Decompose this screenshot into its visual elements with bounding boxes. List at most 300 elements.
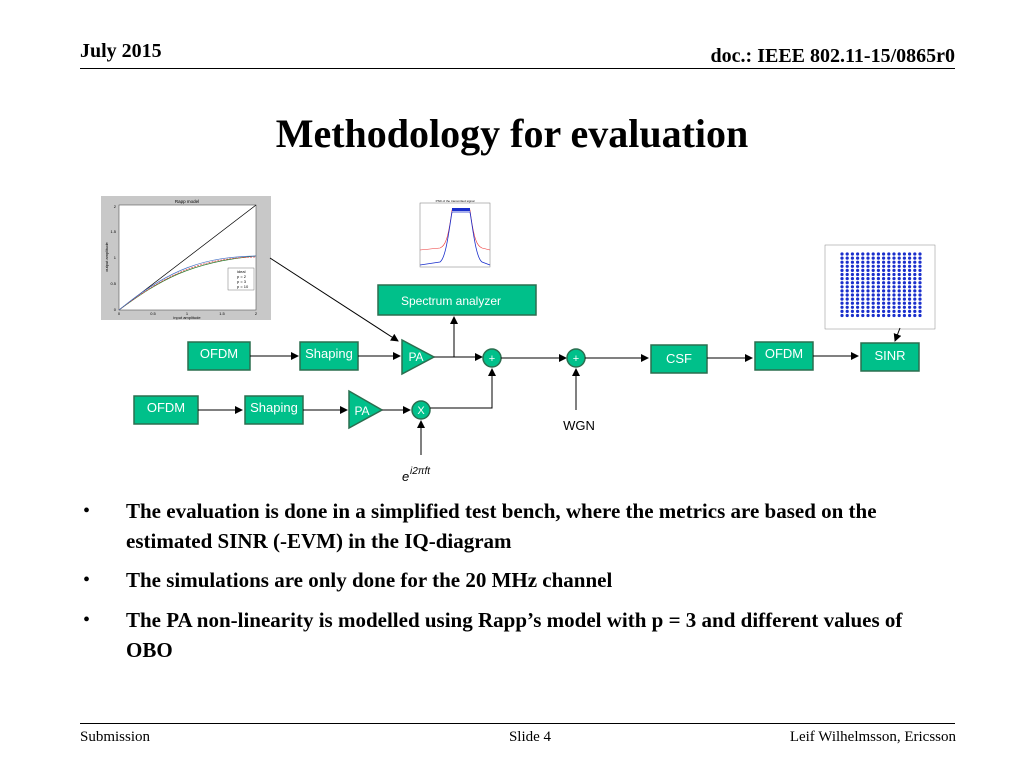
constellation-point [866, 298, 869, 301]
carrier-label: e [402, 469, 410, 484]
csf-label: CSF [666, 351, 692, 366]
footer-submission: Submission [80, 729, 151, 745]
constellation-point [903, 314, 906, 317]
constellation-point [898, 261, 901, 264]
constellation-point [892, 298, 895, 301]
constellation-point [846, 273, 849, 276]
constellation-point [851, 289, 854, 292]
constellation-point [913, 285, 916, 288]
constellation-point [846, 314, 849, 317]
constellation-point [882, 269, 885, 272]
constellation-point [908, 310, 911, 313]
constellation-point [903, 281, 906, 284]
constellation-point [913, 302, 916, 305]
constellation-point [913, 257, 916, 260]
constellation-point [898, 302, 901, 305]
constellation-point [903, 269, 906, 272]
constellation-point [882, 252, 885, 255]
footer-author: Leif Wilhelmsson, Ericsson [789, 729, 956, 745]
constellation-point [882, 302, 885, 305]
constellation-point [861, 265, 864, 268]
constellation-point [913, 298, 916, 301]
constellation-point [887, 285, 890, 288]
constellation-point [877, 257, 880, 260]
constellation-point [903, 310, 906, 313]
footer-divider [80, 723, 955, 724]
rapp-legend-2: p = 3 [237, 279, 247, 284]
constellation-point [908, 306, 911, 309]
constellation-point [887, 293, 890, 296]
constellation-point [918, 273, 921, 276]
carrier-exponent: i2πft [410, 466, 431, 477]
constellation-point [866, 285, 869, 288]
constellation-point [866, 314, 869, 317]
constellation-point [856, 277, 859, 280]
rapp-ytick-4: 2 [113, 204, 116, 209]
constellation-point [898, 269, 901, 272]
spectrum-plot-title: PSD of the transmitted signal [435, 199, 475, 203]
rapp-xtick-3: 1.5 [219, 311, 225, 316]
constellation-point [840, 281, 843, 284]
constellation-point [898, 293, 901, 296]
constellation-point [840, 273, 843, 276]
constellation-point [892, 265, 895, 268]
constellation-point [861, 252, 864, 255]
wgn-label: WGN [563, 418, 595, 433]
constellation-point [908, 298, 911, 301]
constellation-point [903, 306, 906, 309]
constellation-point [887, 261, 890, 264]
spectrum-analyzer-label: Spectrum analyzer [400, 294, 502, 308]
constellation-point [877, 306, 880, 309]
constellation-point [872, 257, 875, 260]
constellation-point [866, 269, 869, 272]
constellation-point [861, 261, 864, 264]
constellation-point [877, 302, 880, 305]
constellation-point [898, 277, 901, 280]
ofdm-top-label: OFDM [199, 346, 239, 361]
constellation-point [877, 314, 880, 317]
constellation-point [913, 269, 916, 272]
constellation-point [840, 277, 843, 280]
header-doc-id: doc.: IEEE 802.11-15/0865r0 [710, 45, 955, 67]
constellation-point [882, 257, 885, 260]
constellation-point [887, 265, 890, 268]
constellation-point [861, 281, 864, 284]
constellation-point [840, 285, 843, 288]
constellation-point [877, 281, 880, 284]
constellation-point [892, 273, 895, 276]
constellation-point [903, 265, 906, 268]
constellation-point [861, 273, 864, 276]
bullet-mark-2: • [83, 569, 91, 591]
constellation-point [851, 285, 854, 288]
constellation-point [892, 289, 895, 292]
constellation-point [851, 302, 854, 305]
constellation-point [887, 289, 890, 292]
constellation-point [882, 293, 885, 296]
constellation-point [892, 257, 895, 260]
constellation-point [908, 265, 911, 268]
constellation-point [898, 289, 901, 292]
rapp-xtick-4: 2 [254, 311, 258, 316]
constellation-point [861, 277, 864, 280]
rapp-model-plot [101, 196, 271, 320]
constellation-point [872, 306, 875, 309]
constellation-point [908, 293, 911, 296]
constellation-point [872, 265, 875, 268]
constellation-point [903, 277, 906, 280]
constellation-point [918, 289, 921, 292]
constellation-point [872, 293, 875, 296]
constellation-point [866, 289, 869, 292]
constellation-point [856, 298, 859, 301]
rapp-xtick-0: 0 [117, 311, 121, 316]
constellation-point [872, 273, 875, 276]
header-date: July 2015 [80, 40, 162, 62]
constellation-point [846, 257, 849, 260]
constellation-point [898, 257, 901, 260]
constellation-point [840, 306, 843, 309]
constellation-point [892, 314, 895, 317]
constellation-point [898, 252, 901, 255]
constellation-point [913, 293, 916, 296]
constellation-point [918, 265, 921, 268]
constellation-point [840, 261, 843, 264]
constellation-point [898, 306, 901, 309]
constellation-point [846, 306, 849, 309]
constellation-point [851, 252, 854, 255]
constellation-point [856, 261, 859, 264]
constellation-point [882, 273, 885, 276]
constellation-point [908, 314, 911, 317]
constellation-point [846, 261, 849, 264]
constellation-point [892, 302, 895, 305]
constellation-point [918, 310, 921, 313]
constellation-point [903, 298, 906, 301]
constellation-point [908, 285, 911, 288]
constellation-point [877, 261, 880, 264]
rapp-xtick-1: 0.5 [150, 311, 156, 316]
constellation-point [856, 269, 859, 272]
constellation-point [882, 306, 885, 309]
constellation-point [882, 298, 885, 301]
constellation-point [918, 285, 921, 288]
constellation-point [887, 314, 890, 317]
constellation-point [851, 273, 854, 276]
constellation-point [840, 310, 843, 313]
slide-title: Methodology for evaluation [275, 111, 749, 156]
constellation-point [908, 269, 911, 272]
rapp-xlabel: input amplitude [173, 315, 201, 320]
constellation-point [918, 277, 921, 280]
constellation-point [913, 277, 916, 280]
constellation-point [840, 252, 843, 255]
constellation-point [892, 252, 895, 255]
constellation-point [877, 298, 880, 301]
constellation-point [846, 293, 849, 296]
constellation-point [887, 298, 890, 301]
constellation-point [887, 273, 890, 276]
constellation-point [872, 261, 875, 264]
bullet-mark-3: • [83, 609, 91, 631]
constellation-point [861, 302, 864, 305]
constellation-point [918, 281, 921, 284]
constellation-point [877, 293, 880, 296]
rapp-ylabel: output amplitude [104, 242, 109, 272]
constellation-point [892, 306, 895, 309]
constellation-point [846, 252, 849, 255]
constellation-point [918, 314, 921, 317]
pa-top-label: PA [408, 350, 424, 364]
constellation-point [903, 285, 906, 288]
constellation-point [903, 257, 906, 260]
constellation-point [846, 269, 849, 272]
constellation-point [892, 269, 895, 272]
bullet-2: The simulations are only done for the 20 MHz channel [126, 568, 613, 592]
spectrum-plot [413, 199, 493, 272]
constellation-point [861, 314, 864, 317]
constellation-point [851, 310, 854, 313]
constellation-point [903, 273, 906, 276]
constellation-point [851, 265, 854, 268]
bullet-1: The evaluation is done in a simplified test bench, where the metrics are based on the estimated SINR (-EVM) in the IQ-diagram [126, 499, 877, 553]
constellation-point [887, 252, 890, 255]
constellation-point [846, 310, 849, 313]
constellation-point [908, 261, 911, 264]
rapp-legend-0: ideal [237, 269, 246, 274]
constellation-point [892, 310, 895, 313]
shaping-bottom-label: Shaping [250, 400, 298, 415]
constellation-point [846, 281, 849, 284]
constellation-point [851, 281, 854, 284]
constellation-point [840, 265, 843, 268]
constellation-point [882, 261, 885, 264]
constellation-point [918, 261, 921, 264]
pa-bottom-label: PA [354, 404, 370, 418]
shaping-top-label: Shaping [305, 346, 353, 361]
constellation-point [918, 293, 921, 296]
constellation-point [882, 314, 885, 317]
constellation-point [856, 285, 859, 288]
constellation-point [877, 285, 880, 288]
constellation-point [908, 273, 911, 276]
constellation-point [872, 277, 875, 280]
rapp-plot-title: Rapp model [174, 199, 200, 204]
constellation-point [908, 257, 911, 260]
constellation-plot [825, 245, 935, 329]
constellation-point [882, 265, 885, 268]
ofdm-bottom-label: OFDM [146, 400, 186, 415]
constellation-point [892, 281, 895, 284]
constellation-point [918, 306, 921, 309]
constellation-point [861, 289, 864, 292]
constellation-point [918, 252, 921, 255]
constellation-point [913, 273, 916, 276]
rapp-ytick-0: 0 [113, 307, 116, 312]
constellation-point [846, 265, 849, 268]
constellation-point [866, 277, 869, 280]
constellation-point [861, 269, 864, 272]
constellation-point [846, 298, 849, 301]
constellation-point [918, 302, 921, 305]
constellation-point [898, 281, 901, 284]
constellation-point [887, 269, 890, 272]
constellation-point [903, 261, 906, 264]
constellation-point [913, 314, 916, 317]
constellation-point [908, 281, 911, 284]
constellation-point [892, 285, 895, 288]
constellation-point [840, 298, 843, 301]
constellation-point [846, 302, 849, 305]
constellation-point [866, 293, 869, 296]
constellation-point [840, 257, 843, 260]
constellation-point [898, 265, 901, 268]
constellation-point [866, 273, 869, 276]
constellation-point [903, 302, 906, 305]
constellation-point [840, 293, 843, 296]
constellation-point [840, 302, 843, 305]
constellation-point [913, 289, 916, 292]
constellation-point [866, 306, 869, 309]
mixer-label: X [417, 405, 425, 417]
constellation-point [840, 289, 843, 292]
constellation-point [913, 261, 916, 264]
constellation-point [846, 289, 849, 292]
constellation-point [877, 273, 880, 276]
constellation-point [872, 285, 875, 288]
block-diagram [0, 180, 1024, 490]
constellation-point [913, 265, 916, 268]
constellation-point [856, 293, 859, 296]
constellation-point [851, 257, 854, 260]
constellation-point [861, 285, 864, 288]
constellation-point [877, 265, 880, 268]
constellation-point [856, 310, 859, 313]
constellation-point [913, 252, 916, 255]
constellation-point [918, 269, 921, 272]
footer-slide-number: Slide 4 [508, 729, 552, 745]
constellation-point [866, 252, 869, 255]
adder-1-label: + [488, 353, 496, 365]
constellation-point [861, 306, 864, 309]
sinr-label: SINR [874, 348, 906, 363]
constellation-point [846, 277, 849, 280]
constellation-point [840, 314, 843, 317]
constellation-point [851, 277, 854, 280]
constellation-point [887, 281, 890, 284]
bullet-3: The PA non-linearity is modelled using Rapp’s model with p = 3 and different values of OBO [126, 608, 903, 662]
constellation-point [872, 298, 875, 301]
constellation-point [851, 298, 854, 301]
constellation-point [872, 310, 875, 313]
constellation-point [877, 252, 880, 255]
constellation-point [918, 257, 921, 260]
rapp-legend-1: p = 2 [237, 274, 247, 279]
constellation-point [856, 252, 859, 255]
constellation-point [872, 252, 875, 255]
constellation-point [887, 310, 890, 313]
constellation-point [882, 277, 885, 280]
constellation-point [851, 261, 854, 264]
constellation-point [898, 285, 901, 288]
constellation-point [856, 302, 859, 305]
constellation-point [913, 306, 916, 309]
constellation-point [882, 281, 885, 284]
constellation-point [877, 289, 880, 292]
constellation-point [877, 277, 880, 280]
constellation-point [856, 265, 859, 268]
header-divider [80, 68, 955, 69]
rapp-ytick-3: 1.5 [110, 229, 116, 234]
constellation-point [866, 302, 869, 305]
constellation-point [898, 298, 901, 301]
constellation-point [887, 257, 890, 260]
constellation-point [872, 289, 875, 292]
constellation-point [872, 302, 875, 305]
constellation-point [887, 306, 890, 309]
constellation-point [861, 310, 864, 313]
rapp-xtick-2: 1 [185, 311, 189, 316]
constellation-point [898, 314, 901, 317]
rapp-ytick-1: 0.5 [110, 281, 116, 286]
constellation-point [866, 265, 869, 268]
constellation-point [882, 285, 885, 288]
constellation-point [851, 269, 854, 272]
constellation-point [908, 302, 911, 305]
constellation-point [892, 277, 895, 280]
constellation-point [866, 257, 869, 260]
constellation-point [918, 298, 921, 301]
bullet-mark-1: • [83, 500, 91, 522]
constellation-point [908, 252, 911, 255]
constellation-point [861, 298, 864, 301]
constellation-point [856, 289, 859, 292]
constellation-point [856, 306, 859, 309]
constellation-point [856, 257, 859, 260]
constellation-point [898, 310, 901, 313]
constellation-point [856, 314, 859, 317]
constellation-point [908, 289, 911, 292]
constellation-point [866, 310, 869, 313]
constellation-point [877, 269, 880, 272]
constellation-point [846, 285, 849, 288]
constellation-point [908, 277, 911, 280]
constellation-point [856, 273, 859, 276]
constellation-point [872, 269, 875, 272]
constellation-point [913, 281, 916, 284]
constellation-point [840, 269, 843, 272]
constellation-point [898, 273, 901, 276]
constellation-point [851, 306, 854, 309]
constellation-point [856, 281, 859, 284]
rapp-ytick-2: 1 [113, 255, 116, 260]
constellation-point [866, 281, 869, 284]
constellation-point [877, 310, 880, 313]
ofdm-rx-label: OFDM [764, 346, 804, 361]
constellation-point [913, 310, 916, 313]
constellation-point [872, 314, 875, 317]
constellation-point [882, 310, 885, 313]
rapp-legend-3: p = 10 [237, 284, 249, 289]
constellation-point [861, 257, 864, 260]
constellation-point [872, 281, 875, 284]
adder-2-label: + [572, 353, 580, 365]
constellation-point [887, 277, 890, 280]
constellation-point [866, 261, 869, 264]
constellation-point [892, 261, 895, 264]
constellation-point [851, 293, 854, 296]
